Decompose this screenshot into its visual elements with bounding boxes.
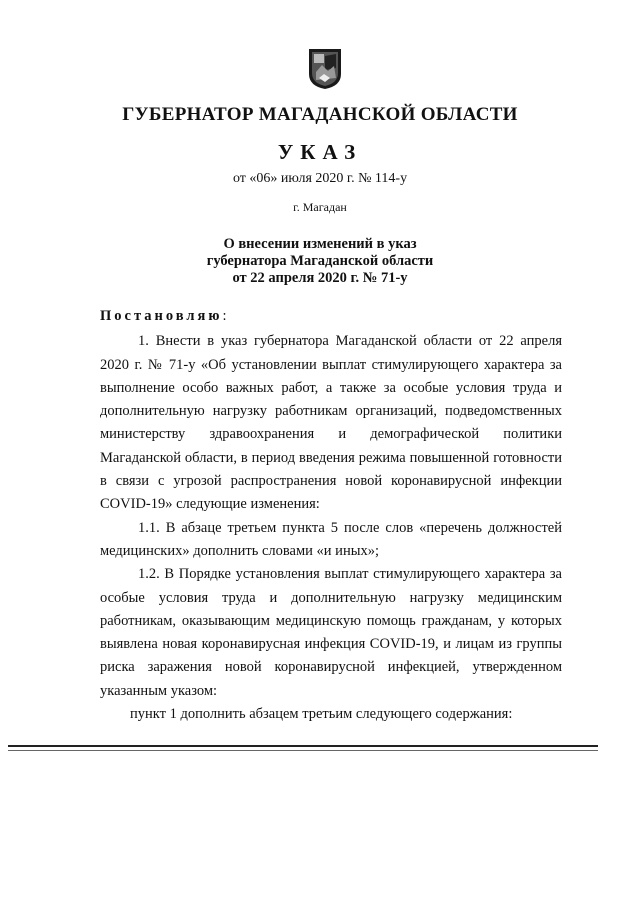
paragraph-1-1: 1.1. В абзаце третьем пункта 5 после слов «перечень должностей медицинских» дополнить словами «и иных»;: [100, 519, 562, 559]
subject-line: О внесении изменений в указ: [223, 236, 417, 252]
paragraph-1: 1. Внести в указ губернатора Магаданской области от 22 апреля 2020 г. № 71-у «Об установлении выплат стимулирующего характера за выполнение особо важных работ, а также за особые условия труда и дополнительную нагрузку работникам организаций, подведомственных министерству здравоохранения и демографической политики Магаданской области, в период введения режима повышенной готовности в связи с угрозой распространения новой коронавирусной инфекции COVID-19» следующие изменения:: [100, 333, 562, 513]
subject-line: от 22 апреля 2020 г. № 71-у: [232, 270, 408, 286]
paragraph-1-2: 1.2. В Порядке установления выплат стимулирующего характера за особые условия труда и дополнительную нагрузку медицинским работникам, оказывающим медицинскую помощь гражданам, у которых выявлена новая коронавирусная инфекция COVID-19, и лицам из группы риска заражения новой коронавирусной инфекцией, утвержденном указанным указом:: [100, 566, 562, 699]
scan-edge-line-secondary: [8, 750, 598, 751]
document-subject: [0, 236, 640, 287]
place-of-issue: г. Магадан: [293, 200, 347, 214]
resolve-word: Постановляю: [100, 308, 223, 324]
coat-of-arms-emblem: [308, 48, 342, 90]
document-type: УКАЗ: [277, 140, 363, 164]
scan-edge-line: [8, 745, 598, 747]
paragraph-1-2-item: пункт 1 дополнить абзацем третьим следующего содержания:: [130, 706, 513, 723]
document-body: [100, 305, 562, 726]
subject-line: губернатора Магаданской области: [206, 253, 434, 269]
issuer-title: ГУБЕРНАТОР МАГАДАНСКОЙ ОБЛАСТИ: [122, 104, 518, 125]
resolution-heading: [100, 305, 562, 328]
resolve-colon: :: [222, 308, 227, 324]
date-number-line: от «06» июля 2020 г. № 114-у: [232, 171, 408, 186]
